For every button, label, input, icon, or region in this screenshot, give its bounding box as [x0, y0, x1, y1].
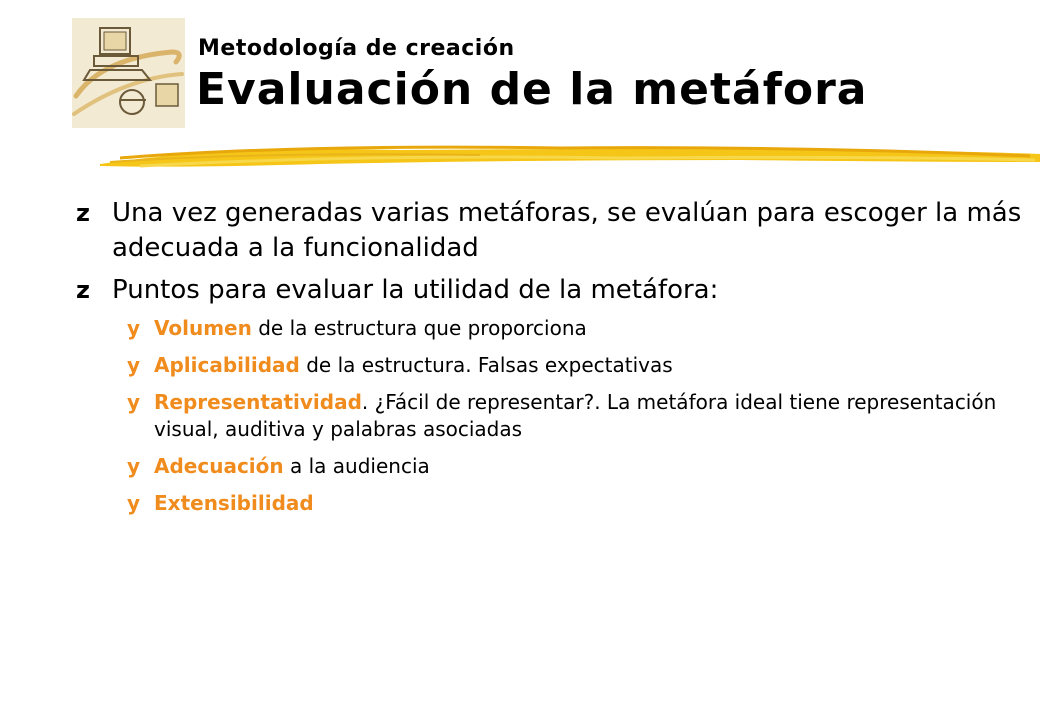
subbullet-keyword: Volumen	[154, 316, 252, 340]
bullet-z-icon: z	[76, 276, 90, 304]
slide-subtitle: Metodología de creación	[198, 36, 515, 61]
bullet-item	[72, 273, 1022, 308]
subbullet-item	[72, 389, 1022, 443]
subbullet-keyword: Adecuación	[154, 454, 284, 478]
subbullet-text: de la estructura que proporciona	[251, 316, 587, 340]
subbullet-keyword: Representatividad	[154, 390, 362, 414]
slide-content	[72, 196, 1022, 527]
subbullet-item	[72, 453, 1022, 480]
subbullet-text: a la audiencia	[283, 454, 430, 478]
subbullet-text: de la estructura. Falsas expectativas	[299, 353, 673, 377]
subbullet-list	[72, 315, 1022, 517]
subbullet-text: . ¿Fácil de representar?. La metáfora ideal tiene representación visual, auditiva y palabras asociadas	[154, 390, 997, 441]
subbullet-item	[72, 490, 1022, 517]
computer-sketch-logo-icon	[72, 18, 185, 128]
bullet-y-icon: y	[127, 454, 141, 478]
bullet-y-icon: y	[127, 390, 141, 414]
bullet-y-icon: y	[127, 316, 141, 340]
bullet-item	[72, 196, 1022, 266]
subbullet-keyword: Extensibilidad	[154, 491, 314, 515]
bullet-text: Puntos para evaluar la utilidad de la metáfora:	[112, 275, 719, 305]
subbullet-item	[72, 352, 1022, 379]
bullet-z-icon: z	[76, 199, 90, 227]
subbullet-keyword: Aplicabilidad	[154, 353, 300, 377]
bullet-y-icon: y	[127, 353, 141, 377]
subbullet-item	[72, 315, 1022, 342]
slide-title: Evaluación de la metáfora	[196, 64, 868, 115]
yellow-brush-stroke-icon	[100, 136, 1040, 176]
bullet-y-icon: y	[127, 491, 141, 515]
bullet-text: Una vez generadas varias metáforas, se evalúan para escoger la más adecuada a la funcionalidad	[112, 198, 1022, 263]
